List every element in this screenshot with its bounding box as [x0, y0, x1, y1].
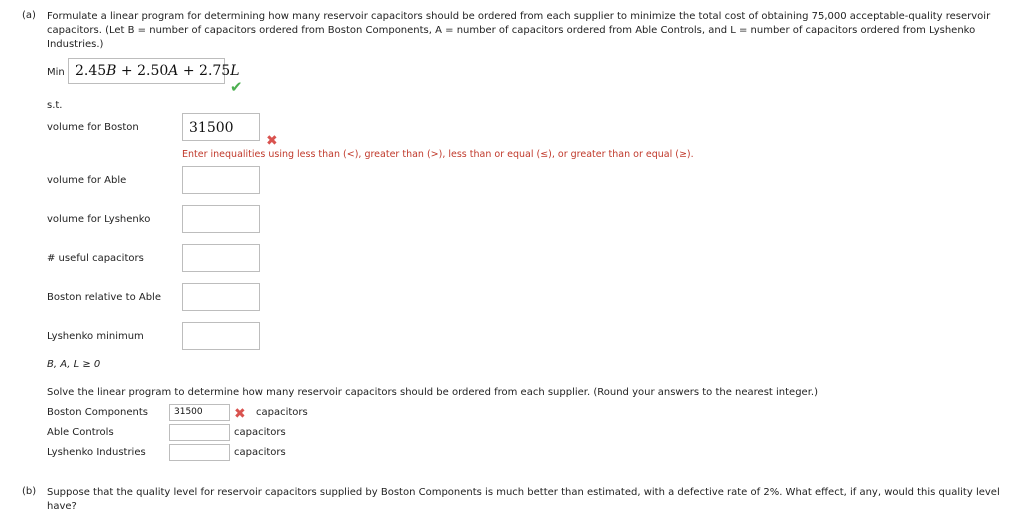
- objective-coef-b: 2.45: [75, 63, 107, 79]
- constraint-input-useful[interactable]: [182, 244, 260, 272]
- part-b-prompt-line-2: have?: [47, 501, 77, 512]
- nonnegativity-constraint: B, A, L ≥ 0: [47, 359, 101, 370]
- objective-var-b: B: [106, 63, 117, 79]
- correct-check-icon: ✔: [230, 78, 243, 96]
- part-a-prompt: [47, 10, 1012, 52]
- constraint-label-boston: volume for Boston: [47, 122, 139, 133]
- constraint-input-lyshenko-minimum[interactable]: [182, 322, 260, 350]
- part-a-label: (a): [22, 10, 36, 21]
- st-label: s.t.: [47, 100, 63, 111]
- objective-plus: +: [178, 63, 200, 79]
- constraint-label-able: volume for Able: [47, 175, 127, 186]
- solution-input-able[interactable]: [169, 424, 230, 441]
- objective-var-a: A: [168, 63, 179, 79]
- incorrect-cross-icon: ✖: [266, 133, 278, 149]
- objective-coef-a: 2.50: [137, 63, 169, 79]
- constraint-label-useful: # useful capacitors: [47, 253, 144, 264]
- inequality-error-message: Enter inequalities using less than (<), greater than (>), less than or equal (≤), or greater than or equal (≥).: [182, 149, 694, 160]
- solution-unit-able: capacitors: [234, 427, 286, 438]
- solution-label-boston: Boston Components: [47, 407, 149, 418]
- part-b-label: (b): [22, 486, 37, 497]
- constraint-input-boston[interactable]: 31500: [182, 113, 260, 141]
- objective-var-l: L: [230, 63, 240, 79]
- solution-input-boston[interactable]: 31500: [169, 404, 230, 421]
- min-label: Min: [47, 67, 65, 78]
- part-a-prompt-line-2: capacitors. (Let B = number of capacitors ordered from Boston Components, A = number of capacitors ordered from Able Controls, and L = number of capacitors ordered from Lyshenko: [47, 25, 976, 36]
- solution-unit-boston: capacitors: [256, 407, 308, 418]
- constraint-label-lyshenko: volume for Lyshenko: [47, 214, 151, 225]
- part-b-prompt: [47, 486, 1012, 514]
- constraint-input-lyshenko[interactable]: [182, 205, 260, 233]
- part-b-prompt-line-1: Suppose that the quality level for reservoir capacitors supplied by Boston Components is much better than estimated, with a defective rate of 2%. What effect, if any, would this quality level: [47, 487, 1000, 498]
- objective-plus: +: [116, 63, 138, 79]
- constraint-input-able[interactable]: [182, 166, 260, 194]
- incorrect-cross-icon: ✖: [234, 406, 246, 422]
- objective-input[interactable]: [68, 58, 240, 84]
- solve-prompt: Solve the linear program to determine how many reservoir capacitors should be ordered from each supplier. (Round your answers to the nearest integer.): [47, 387, 818, 398]
- constraint-label-lyshenko-minimum: Lyshenko minimum: [47, 331, 144, 342]
- constraint-label-boston-relative: Boston relative to Able: [47, 292, 161, 303]
- solution-label-lyshenko: Lyshenko Industries: [47, 447, 146, 458]
- solution-input-lyshenko[interactable]: [169, 444, 230, 461]
- part-a-prompt-line-3: Industries.): [47, 39, 104, 50]
- objective-coef-l: 2.75: [199, 63, 231, 79]
- solution-unit-lyshenko: capacitors: [234, 447, 286, 458]
- constraint-input-boston-relative[interactable]: [182, 283, 260, 311]
- part-a-prompt-line-1: Formulate a linear program for determining how many reservoir capacitors should be ordered from each supplier to minimize the total cost of obtaining 75,000 acceptable-quality reservoir: [47, 11, 991, 22]
- solution-label-able: Able Controls: [47, 427, 114, 438]
